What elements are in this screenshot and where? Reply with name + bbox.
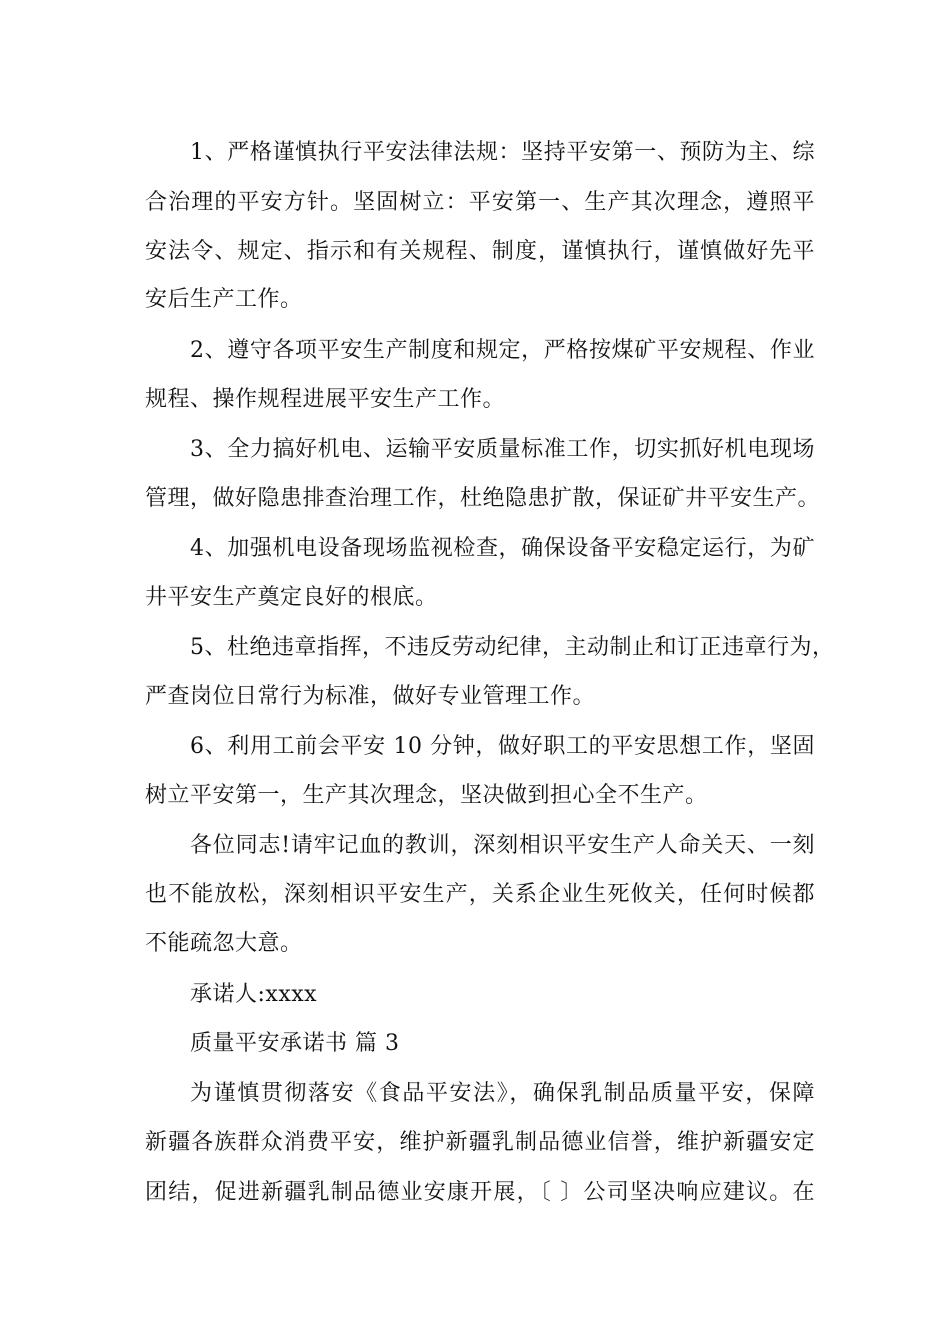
section-3-line-3: 团结，促进新疆乳制品德业安康开展，〔 〕公司坚决响应建议。在 <box>145 1180 815 1205</box>
section-3-line-2: 新疆各族群众消费平安，维护新疆乳制品德业信誉，维护新疆安定 <box>145 1130 815 1155</box>
closing-line-3: 不能疏忽大意。 <box>145 931 303 956</box>
item-2-line-1: 2、遵守各项平安生产制度和规定，严格按煤矿平安规程、作业 <box>190 338 815 363</box>
item-3-line-1: 3、全力搞好机电、运输平安质量标准工作，切实抓好机电现场 <box>190 437 815 462</box>
item-6-line-1: 6、利用工前会平安 10 分钟，做好职工的平安思想工作，坚固 <box>190 734 815 759</box>
closing-line-2: 也不能放松，深刻相识平安生产，关系企业生死攸关，任何时候都 <box>145 882 815 907</box>
item-5-line-2: 严查岗位日常行为标准，做好专业管理工作。 <box>145 684 596 709</box>
section-heading: 质量平安承诺书 篇 3 <box>190 1031 400 1056</box>
item-3-line-2: 管理，做好隐患排查治理工作，杜绝隐患扩散，保证矿井平安生产。 <box>145 486 821 511</box>
item-5-line-1: 5、杜绝违章指挥，不违反劳动纪律，主动制止和订正违章行为， <box>190 635 835 660</box>
item-1-line-1: 1、严格谨慎执行平安法律法规：坚持平安第一、预防为主、综 <box>190 140 815 165</box>
item-4-line-1: 4、加强机电设备现场监视检查，确保设备平安稳定运行，为矿 <box>190 536 815 561</box>
item-6-line-2: 树立平安第一，生产其次理念，坚决做到担心全不生产。 <box>145 783 708 808</box>
closing-line-1: 各位同志!请牢记血的教训，深刻相识平安生产人命关天、一刻 <box>190 833 815 858</box>
section-3-line-1: 为谨慎贯彻落安《食品平安法》，确保乳制品质量平安，保障 <box>190 1081 815 1106</box>
item-2-line-2: 规程、操作规程进展平安生产工作。 <box>145 387 506 412</box>
item-4-line-2: 井平安生产奠定良好的根底。 <box>145 585 438 610</box>
item-1-line-3: 安法令、规定、指示和有关规程、制度，谨慎执行，谨慎做好先平 <box>145 239 815 264</box>
item-1-line-2: 合治理的平安方针。坚固树立：平安第一、生产其次理念，遵照平 <box>145 190 815 215</box>
item-1-line-4: 安后生产工作。 <box>145 287 303 312</box>
signatory-line: 承诺人:xxxx <box>190 982 318 1007</box>
